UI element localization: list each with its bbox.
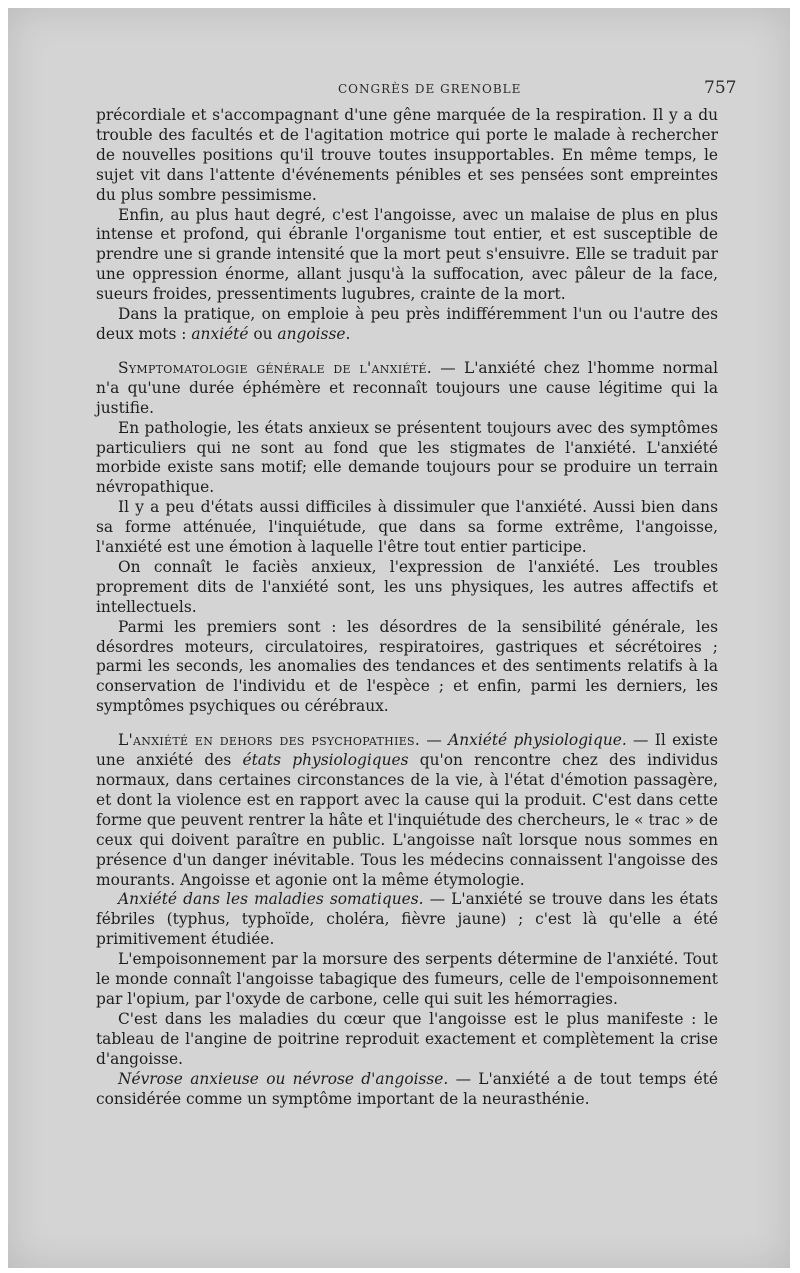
- body-text: [96, 106, 718, 1109]
- running-title: CONGRÈS DE GRENOBLE: [338, 82, 522, 96]
- paragraph: Enfin, au plus haut degré, c'est l'angoisse, avec un malaise de plus en plus intense et profond, qui ébranle l'organisme tout entier, et est susceptible de prendre une si grande intensité que la mort peut s'ensuivre. Elle se traduit par une oppression énorme, allant jusqu'à la suffocation, avec pâleur de la face, sueurs froides, pressentiments lugubres, crainte de la mort.: [96, 205, 718, 304]
- paragraph: Dans la pratique, on emploie à peu près indifféremment l'un ou l'autre des deux mots : anxiété ou angoisse.: [96, 305, 718, 343]
- paragraph: On connaît le faciès anxieux, l'expression de l'anxiété. Les troubles proprement dits de l'anxiété sont, les uns physiques, les autres affectifs et intellectuels.: [96, 557, 718, 616]
- paragraph: précordiale et s'accompagnant d'une gêne marquée de la respiration. Il y a du trouble des facultés et de l'agitation motrice qui porte le malade à rechercher de nouvelles positions qu'il trouve toutes insupportables. En même temps, le sujet vit dans l'attente d'événements pénibles et ses pensées sont empreintes du plus sombre pessimisme.: [96, 106, 718, 204]
- paragraph: Il y a peu d'états aussi difficiles à dissimuler que l'anxiété. Aussi bien dans sa forme atténuée, l'inquiétude, que dans sa forme extrême, l'angoisse, l'anxiété est une émotion à laquelle l'être tout entier participe.: [96, 498, 718, 557]
- page-header: [8, 78, 790, 102]
- paragraph: En pathologie, les états anxieux se présentent toujours avec des symptômes particuliers qui ne sont au fond que les stigmates de l'anxiété. L'anxiété morbide existe sans motif; elle demande toujours pour se produire un terrain névropathique.: [96, 418, 718, 497]
- subsection-heading: Anxiété dans les maladies somatiques.: [118, 890, 424, 909]
- paragraph: Névrose anxieuse ou névrose d'angoisse. — L'anxiété a de tout temps été considérée comme un symptôme important de la neurasthénie.: [96, 1069, 718, 1108]
- paragraph: Parmi les premiers sont : les désordres de la sensibilité générale, les désordres moteurs, circulatoires, respiratoires, gastriques et sécrétoires ; parmi les seconds, les anomalies des tendances et des sentiments relatifs à la conservation de l'individu et de l'espèce ; et enfin, parmi les derniers, les symptômes psychiques ou cérébraux.: [96, 617, 718, 716]
- section-heading: Symptomatologie générale de l'anxiété.: [118, 358, 432, 377]
- section-paragraph: L'anxiété en dehors des psychopathies. — Anxiété physiologique. — Il existe une anxiété des états physiologiques qu'on rencontre chez des individus normaux, dans certaines circonstances de la vie, à l'état d'émotion passagère, et dont la violence est en rapport avec la cause qui la produit. C'est dans cette forme que peuvent rentrer la hâte et l'inquiétude des chercheurs, le « trac » de ceux qui doivent paraître en public. L'angoisse naît lorsque nous sommes en présence d'un danger inévitable. Tous les médecins connaissent l'angoisse des mourants. Angoisse et agonie ont la même étymologie.: [96, 731, 718, 889]
- paragraph: C'est dans les maladies du cœur que l'angoisse est le plus manifeste : le tableau de l'angine de poitrine reproduit exactement et complètement la crise d'angoisse.: [96, 1009, 718, 1068]
- page-number: 757: [704, 78, 737, 98]
- paragraph: L'empoisonnement par la morsure des serpents détermine de l'anxiété. Tout le monde connaît l'angoisse tabagique des fumeurs, celle de l'empoisonnement par l'opium, par l'oxyde de carbone, celle qui suit les hémorragies.: [96, 950, 718, 1008]
- section-heading: L'anxiété en dehors des psychopathies.: [118, 731, 421, 750]
- section-paragraph: Symptomatologie générale de l'anxiété. — L'anxiété chez l'homme normal n'a qu'une durée éphémère et reconnaît toujours une cause légitime qui la justifie.: [96, 358, 718, 417]
- paragraph: Anxiété dans les maladies somatiques. — L'anxiété se trouve dans les états fébriles (typhus, typhoïde, choléra, fièvre jaune) ; c'est là qu'elle a été primitivement étudiée.: [96, 890, 719, 949]
- subsection-heading: Névrose anxieuse ou névrose d'angoisse.: [118, 1069, 449, 1088]
- subsection-heading: Anxiété physiologique.: [448, 731, 627, 750]
